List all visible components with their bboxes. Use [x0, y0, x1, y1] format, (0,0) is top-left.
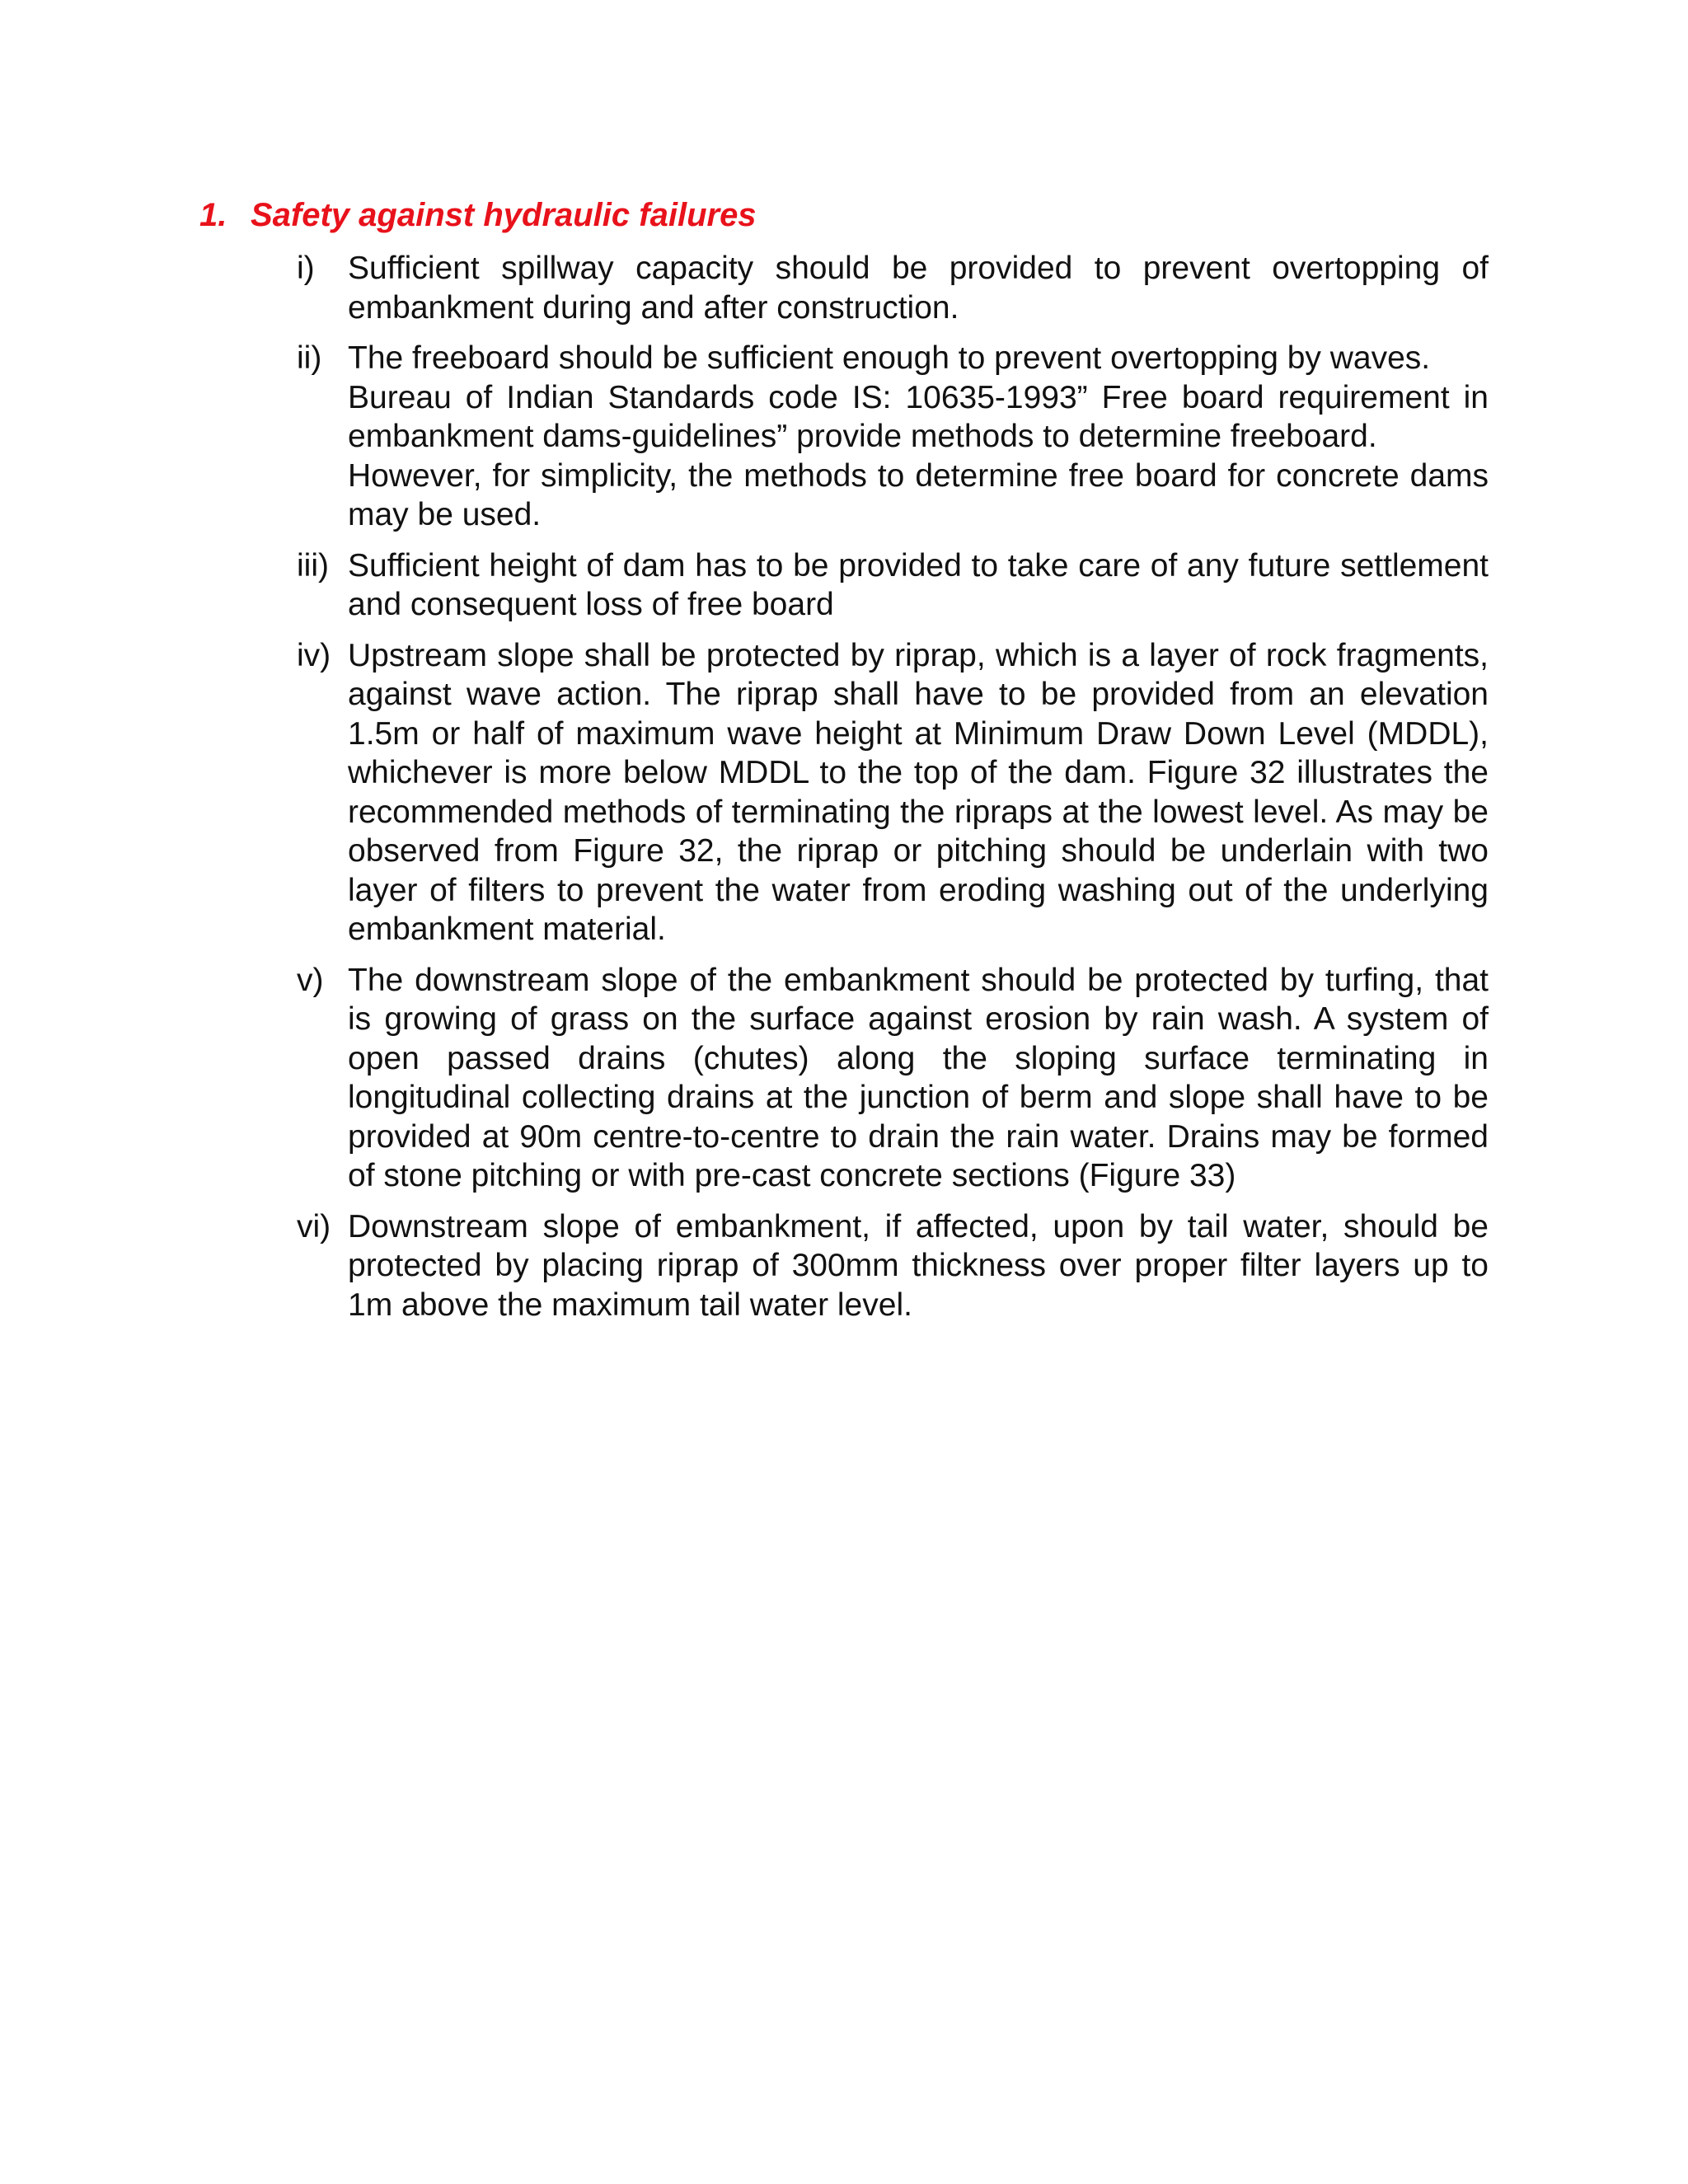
list-item-text: Sufficient spillway capacity should be provided to prevent overtopping of embankment during and after construction. [348, 251, 1489, 326]
list-item-text: Upstream slope shall be protected by riprap, which is a layer of rock fragments, against wave action. The riprap shall have to be provided from an elevation 1.5m or half of maximum wave height at Minimum Draw Down Level (MDDL), whichever is more below MDDL to the top of the dam. Figure 32 illustrates the recommended methods of terminating the ripraps at the lowest level. As may be observed from Figure 32, the riprap or pitching should be underlain with two layer of filters to prevent the water from eroding washing out of the underlying embankment material. [348, 637, 1489, 947]
list-item-text: Sufficient height of dam has to be provided to take care of any future settlement and consequent loss of free board [348, 547, 1489, 622]
list-item-text: Bureau of Indian Standards code IS: 10635-1993” Free board requirement in embankment dams-guidelines” provide methods to determine freeboard. [348, 379, 1489, 454]
list-item-vi [297, 1207, 1489, 1325]
list-item-text: Downstream slope of embankment, if affected, upon by tail water, should be protected by placing riprap of 300mm thickness over proper filter layers up to 1m above the maximum tail water level. [348, 1208, 1489, 1323]
list-marker: iii) [297, 547, 329, 583]
list-item-text: However, for simplicity, the methods to determine free board for concrete dams may be used. [348, 457, 1489, 532]
list-item-iv [297, 636, 1489, 949]
list-marker: vi) [297, 1208, 331, 1244]
list-marker: v) [297, 962, 324, 998]
list-marker: i) [297, 251, 315, 286]
list-item-v [297, 961, 1489, 1196]
list-marker: ii) [297, 340, 322, 376]
section-title: Safety against hydraulic failures [251, 197, 757, 233]
list-item-i [297, 249, 1489, 327]
list-item-ii [297, 339, 1489, 535]
requirements-list [297, 249, 1489, 1336]
list-item-iii [297, 546, 1489, 625]
section-number: 1. [199, 197, 227, 233]
section-heading [199, 194, 757, 236]
list-item-text: The freeboard should be sufficient enough to prevent overtopping by waves. [348, 340, 1431, 376]
list-item-text: The downstream slope of the embankment should be protected by turfing, that is growing of grass on the surface against erosion by rain wash. A system of open passed drains (chutes) along the sloping surface terminating in longitudinal collecting drains at the junction of berm and slope shall have to be provided at 90m centre-to-centre to drain the rain water. Drains may be formed of stone pitching or with pre-cast concrete sections (Figure 33) [348, 962, 1489, 1193]
list-marker: iv) [297, 637, 331, 673]
